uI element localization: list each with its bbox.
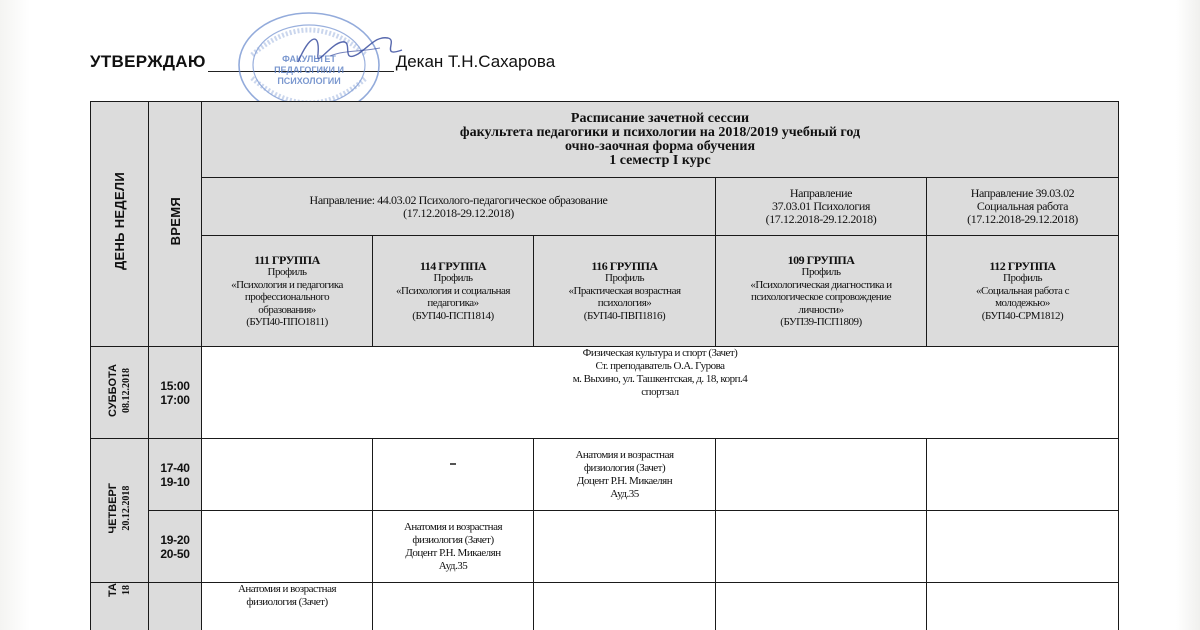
direction-39-03-02: Направление 39.03.02 Социальная работа (17.12.2018-29.12.2018) (927, 178, 1119, 236)
scan-edge-left (0, 0, 30, 630)
svg-text:ФАКУЛЬТЕТ: ФАКУЛЬТЕТ (282, 54, 336, 64)
scan-edge-right (1176, 0, 1200, 630)
empty-cell (927, 511, 1119, 583)
group-116: 116 ГРУППА Профиль «Практическая возрастная психология» (БУП40-ПВП1816) (534, 236, 716, 347)
time-slot (149, 583, 202, 630)
event-anatomy-114: Анатомия и возрастная физиология (Зачет) Доцент Р.Н. Микаелян Ауд.35 (373, 511, 534, 583)
empty-cell (716, 583, 927, 630)
empty-cell (373, 583, 534, 630)
empty-cell (716, 439, 927, 511)
time-header: ВРЕМЯ (149, 102, 202, 347)
empty-cell (534, 511, 716, 583)
event-anatomy-116: Анатомия и возрастная физиология (Зачет) Доцент Р.Н. Микаелян Ауд.35 (534, 439, 716, 511)
day-of-week-header: ДЕНЬ НЕДЕЛИ (91, 102, 149, 347)
group-114: 114 ГРУППА Профиль «Психология и социальная педагогика» (БУП40-ПСП1814) (373, 236, 534, 347)
approve-word: УТВЕРЖДАЮ (90, 52, 206, 71)
table-row (91, 583, 1119, 630)
empty-cell (927, 439, 1119, 511)
empty-cell (534, 583, 716, 630)
event-anatomy-111: Анатомия и возрастная физиология (Зачет) (202, 583, 373, 630)
table-row (91, 439, 1119, 511)
event-physical-culture: Физическая культура и спорт (Зачет) Ст. преподаватель О.А. Гурова м. Выхино, ул. Ташкентская, д. 18, корп.4 спортзал (202, 347, 1119, 439)
empty-cell (202, 511, 373, 583)
exam-schedule-table (90, 101, 1119, 630)
empty-cell (373, 439, 534, 511)
signature-icon (290, 24, 410, 74)
empty-cell (927, 583, 1119, 630)
day-next: ТА 18 (91, 583, 149, 630)
direction-37-03-01: Направление 37.03.01 Психология (17.12.2018-29.12.2018) (716, 178, 927, 236)
time-slot: 17-40 19-10 (149, 439, 202, 511)
empty-cell (716, 511, 927, 583)
dean-name: Декан Т.Н.Сахарова (395, 52, 556, 71)
svg-text:ПСИХОЛОГИИ: ПСИХОЛОГИИ (277, 76, 341, 86)
empty-cell (202, 439, 373, 511)
svg-text:ПЕДАГОГИКИ И: ПЕДАГОГИКИ И (274, 65, 344, 75)
time-slot: 19-20 20-50 (149, 511, 202, 583)
direction-44-03-02: Направление: 44.03.02 Психолого-педагогическое образование (17.12.2018-29.12.2018) (202, 178, 716, 236)
table-row (91, 347, 1119, 439)
schedule-title: Расписание зачетной сессии факультета педагогики и психологии на 2018/2019 учебный год очно-заочная форма обучения 1 семестр I курс (202, 102, 1119, 178)
day-thursday: ЧЕТВЕРГ 20.12.2018 (91, 439, 149, 583)
group-111: 111 ГРУППА Профиль «Психология и педагогика профессионального образования» (БУП40-ППО1811) (202, 236, 373, 347)
time-slot: 15:00 17:00 (149, 347, 202, 439)
group-112: 112 ГРУППА Профиль «Социальная работа с молодежью» (БУП40-СРМ1812) (927, 236, 1119, 347)
table-row (91, 511, 1119, 583)
group-109: 109 ГРУППА Профиль «Психологическая диагностика и психологическое сопровождение личности» (БУП39-ПСП1809) (716, 236, 927, 347)
day-saturday: СУББОТА 08.12.2018 (91, 347, 149, 439)
